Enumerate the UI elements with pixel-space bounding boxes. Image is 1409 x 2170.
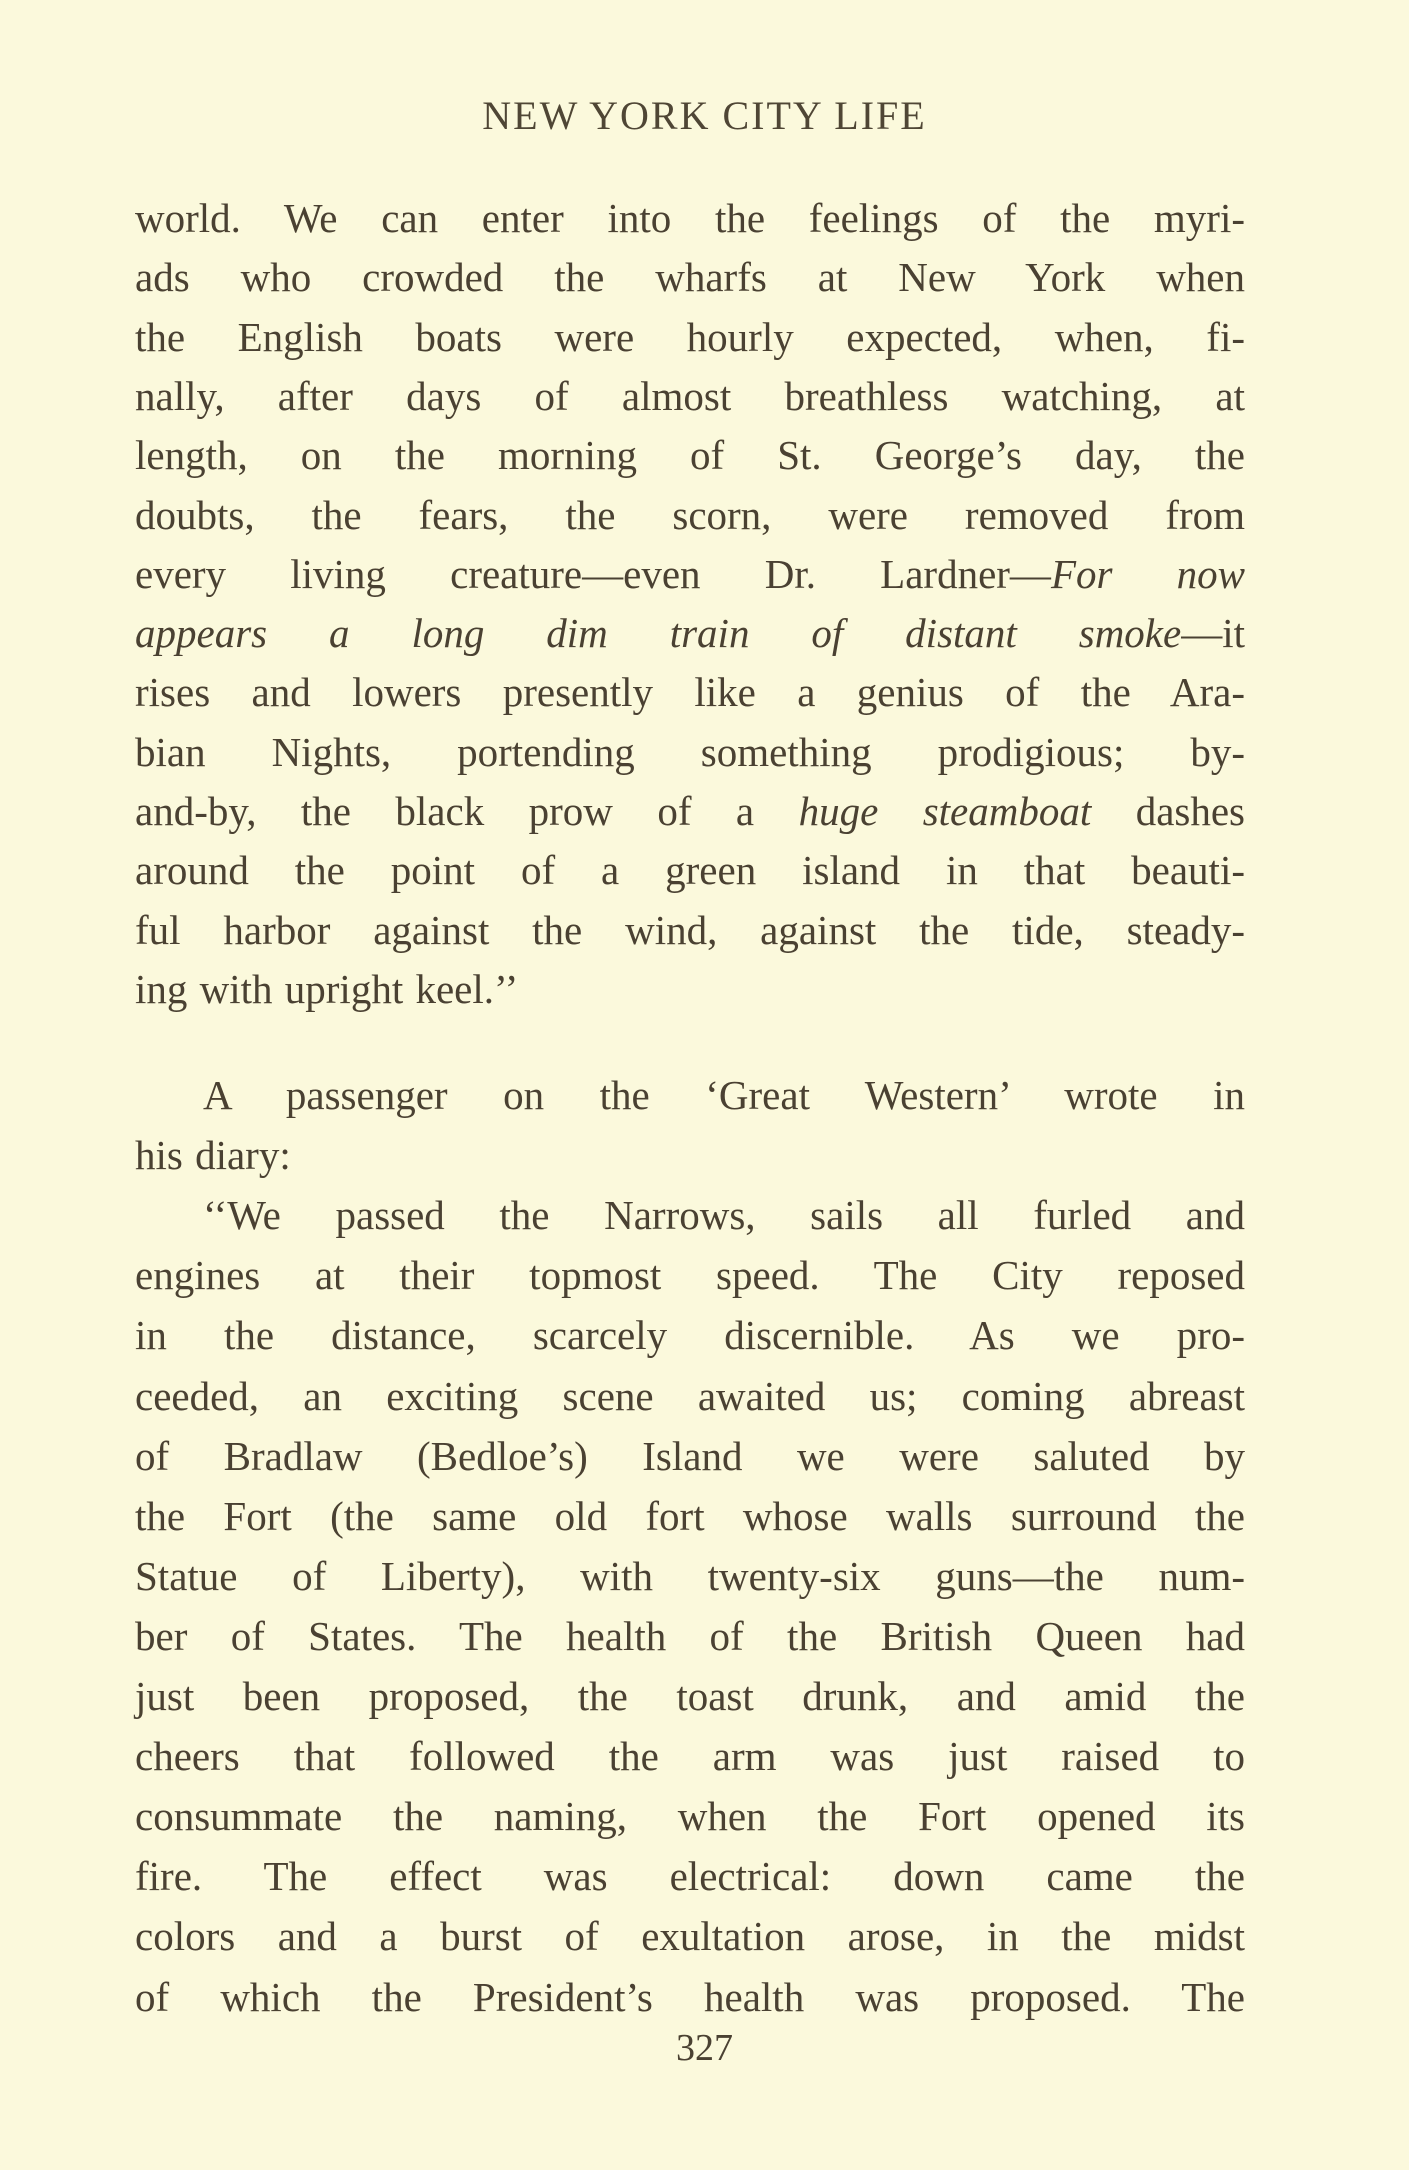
text-segment: ceeded, an exciting scene awaited us; coming abreast [135, 1372, 1245, 1419]
text-segment: engines at their topmost speed. The City reposed [135, 1252, 1245, 1299]
text-line [135, 188, 1245, 248]
text-line [135, 1125, 1245, 1185]
text-line [135, 1906, 1245, 1966]
text-line [135, 781, 1245, 841]
text-segment: of which the President’s health was proposed. The [135, 1973, 1245, 2020]
text-line [135, 425, 1245, 485]
text-segment: in the distance, scarcely discernible. As we pro- [135, 1312, 1245, 1359]
text-line [135, 1546, 1245, 1606]
text-segment: every living creature—even Dr. Lardner— [135, 550, 1051, 597]
text-segment: and-by, the black prow of a [135, 788, 799, 834]
text-segment: of Bradlaw (Bedloe’s) Island we were saluted by [135, 1432, 1245, 1479]
text-segment: the English boats were hourly expected, when, fi- [135, 313, 1245, 360]
text-segment: length, on the morning of St. George’s day, the [135, 432, 1245, 479]
text-line [135, 1185, 1245, 1245]
text-line [135, 1305, 1245, 1365]
text-segment: around the point of a green island in that beauti- [135, 847, 1245, 894]
text-segment: rises and lowers presently like a genius of the Ara- [135, 669, 1245, 716]
text-segment: ads who crowded the wharfs at New York when [135, 254, 1245, 301]
text-line [135, 900, 1245, 960]
text-segment: colors and a burst of exultation arose, in the midst [135, 1913, 1245, 1960]
text-segment: nally, after days of almost breathless watching, at [135, 372, 1245, 419]
text-segment: world. We can enter into the feelings of the myri- [135, 195, 1245, 241]
text-line [135, 959, 1245, 1019]
text-segment: ber of States. The health of the British Queen had [135, 1612, 1245, 1659]
text-line [135, 1846, 1245, 1906]
text-line [135, 1726, 1245, 1786]
italic-text: huge steamboat [798, 788, 1092, 834]
running-head: NEW YORK CITY LIFE [482, 93, 927, 138]
text-segment: the Fort (the same old fort whose walls surround the [135, 1492, 1245, 1539]
text-line [135, 366, 1245, 426]
text-segment: bian Nights, portending something prodigious; by- [135, 728, 1245, 775]
text-segment: fire. The effect was electrical: down came the [135, 1853, 1245, 1900]
text-segment: ‘‘We passed the Narrows, sails all furled and [203, 1192, 1245, 1239]
text-line [135, 247, 1245, 307]
text-segment: just been proposed, the toast drunk, and amid the [135, 1673, 1245, 1719]
text-line [135, 1606, 1245, 1666]
text-line [135, 307, 1245, 367]
text-segment: A passenger on the ‘Great Western’ wrote in [203, 1072, 1245, 1118]
text-line [135, 485, 1245, 545]
text-segment: Statue of Liberty), with twenty-six guns—the num- [135, 1552, 1245, 1599]
text-segment: cheers that followed the arm was just raised to [135, 1733, 1245, 1780]
text-segment: his diary: [135, 1132, 291, 1179]
italic-text: For now [1050, 550, 1245, 597]
text-segment: ing with upright keel.’’ [135, 965, 519, 1012]
text-line [135, 722, 1245, 782]
text-line [135, 544, 1245, 604]
text-segment: ful harbor against the wind, against the tide, steady- [135, 906, 1245, 953]
text-segment: dashes [1091, 788, 1245, 834]
text-line [135, 1666, 1245, 1726]
text-segment: —it [1181, 610, 1245, 657]
text-segment: doubts, the fears, the scorn, were removed from [135, 491, 1245, 538]
text-line [135, 1426, 1245, 1486]
text-line [135, 1786, 1245, 1846]
text-line [135, 1486, 1245, 1546]
text-line [135, 603, 1245, 663]
text-line [135, 1065, 1245, 1125]
text-line [135, 840, 1245, 900]
page-number: 327 [676, 2027, 733, 2069]
text-line [135, 662, 1245, 722]
text-line [135, 1366, 1245, 1426]
italic-text: appears a long dim train of distant smoke [135, 610, 1182, 657]
text-segment: consummate the naming, when the Fort opened its [135, 1793, 1245, 1840]
text-line [135, 1245, 1245, 1305]
